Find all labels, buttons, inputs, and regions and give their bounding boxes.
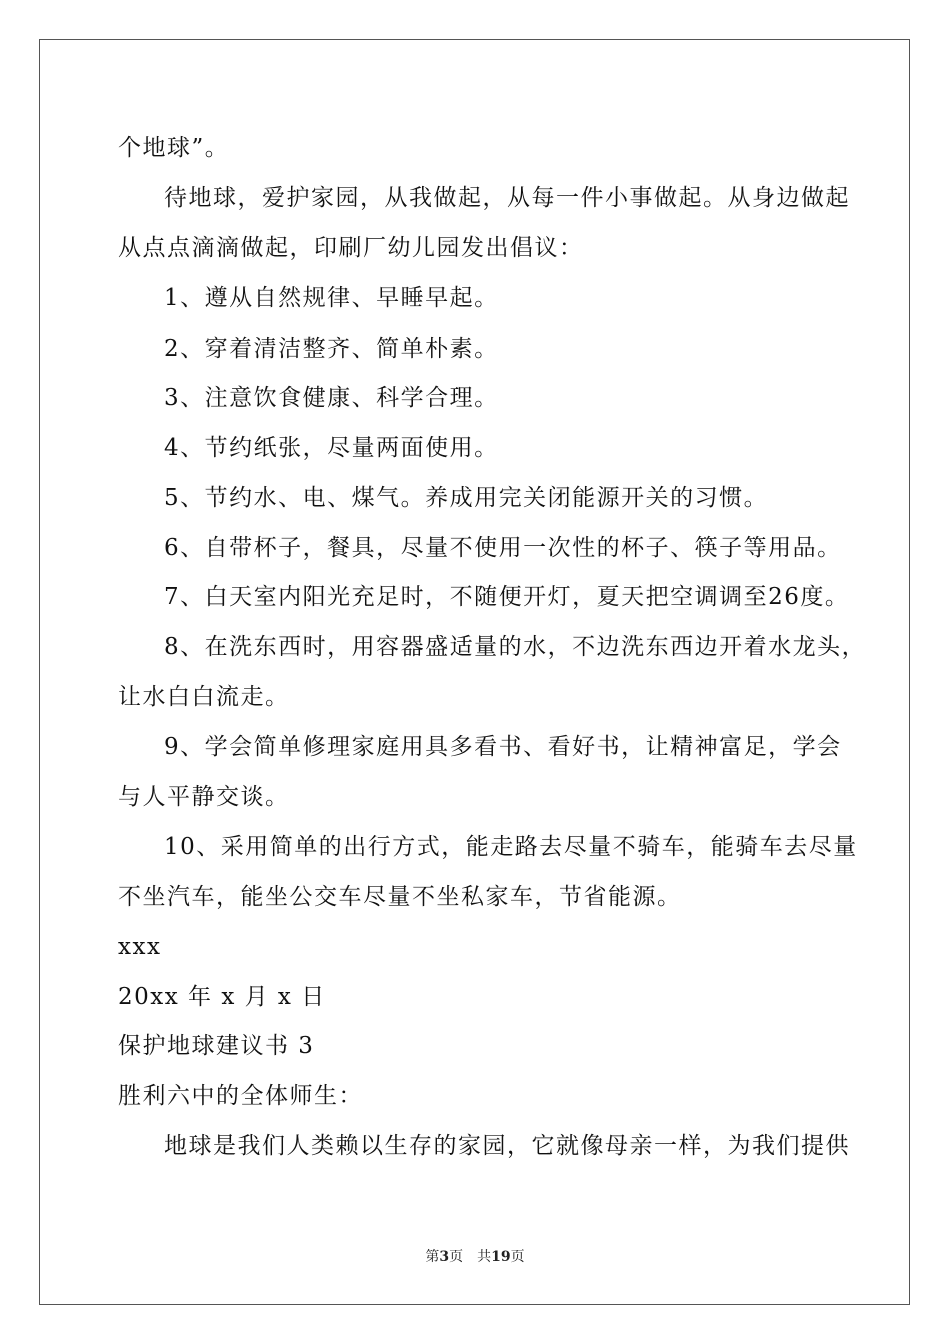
section-title: 保护地球建议书 3 bbox=[118, 1033, 315, 1059]
salutation: 胜利六中的全体师生： bbox=[118, 1083, 363, 1109]
text-line: 待地球，爱护家园，从我做起，从每一件小事做起。从身边做起 bbox=[164, 185, 850, 211]
list-item: 10、采用简单的出行方式，能走路去尽量不骑车，能骑车去尽量 bbox=[164, 834, 858, 860]
text-line: 不坐汽车，能坐公交车尽量不坐私家车，节省能源。 bbox=[118, 884, 682, 910]
list-item: 8、在洗东西时，用容器盛适量的水，不边洗东西边开着水龙头， bbox=[164, 634, 867, 660]
total-suffix: 页 bbox=[510, 1249, 525, 1265]
text-line: 让水白白流走。 bbox=[118, 684, 290, 710]
text-line: 个地球”。 bbox=[118, 135, 230, 161]
page-number: 3 bbox=[439, 1249, 450, 1265]
list-item: 3、注意饮食健康、科学合理。 bbox=[164, 385, 499, 411]
list-item: 1、遵从自然规律、早睡早起。 bbox=[164, 285, 499, 311]
text-line: 与人平静交谈。 bbox=[118, 784, 290, 810]
text-line: 从点点滴滴做起，印刷厂幼儿园发出倡议： bbox=[118, 235, 584, 261]
list-item: 9、学会简单修理家庭用具多看书、看好书，让精神富足，学会 bbox=[164, 734, 842, 760]
list-item: 6、自带杯子，餐具，尽量不使用一次性的杯子、筷子等用品。 bbox=[164, 535, 842, 561]
list-item: 5、节约水、电、煤气。养成用完关闭能源开关的习惯。 bbox=[164, 485, 769, 511]
list-item: 7、白天室内阳光充足时，不随便开灯，夏天把空调调至26度。 bbox=[164, 584, 850, 610]
text-line: 地球是我们人类赖以生存的家园，它就像母亲一样，为我们提供 bbox=[164, 1133, 850, 1159]
page-border bbox=[39, 39, 910, 1305]
page-footer bbox=[0, 1248, 950, 1266]
list-item: 4、节约纸张，尽量两面使用。 bbox=[164, 435, 499, 461]
page-prefix: 第 bbox=[425, 1249, 440, 1265]
page-suffix: 页 bbox=[449, 1249, 464, 1265]
list-item: 2、穿着清洁整齐、简单朴素。 bbox=[164, 336, 499, 362]
signature-date: 20xx 年 x 月 x 日 bbox=[118, 984, 326, 1010]
total-prefix: 共 bbox=[477, 1249, 492, 1265]
signature-name: xxx bbox=[118, 934, 162, 960]
total-pages: 19 bbox=[491, 1249, 511, 1265]
